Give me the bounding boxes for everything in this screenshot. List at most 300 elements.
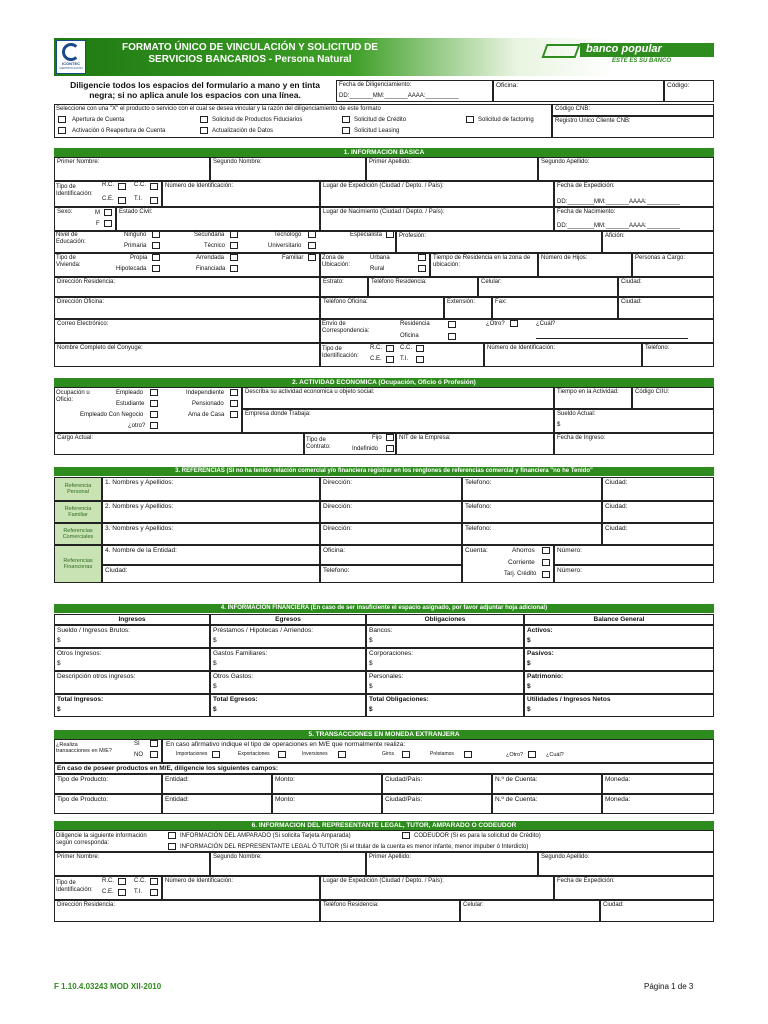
estrato-label: Estrato:	[323, 279, 344, 285]
inversiones-checkbox[interactable]	[338, 751, 346, 758]
fecha-ingreso-field[interactable]	[554, 433, 714, 455]
fin-r0c0-peso: $	[57, 637, 61, 645]
segundo-apellido-field[interactable]	[538, 157, 714, 181]
activacion-checkbox[interactable]	[58, 127, 66, 134]
fin-r0c1[interactable]	[210, 625, 366, 648]
fin-r1c2-label: Corporaciones:	[369, 650, 414, 657]
me1-moneda-label: Moneda:	[605, 776, 631, 783]
rep-ti-checkbox[interactable]	[150, 889, 158, 896]
nit-label: NIT de la Empresa:	[399, 435, 451, 441]
tarj-checkbox[interactable]	[542, 571, 550, 578]
ref4-ciudad-label: Ciudad:	[105, 567, 128, 574]
me2-ciudad-label: Ciudad/País:	[385, 796, 423, 803]
fecha-exp-label: Fecha de Expedición:	[557, 183, 615, 189]
rep-primer-nombre-field[interactable]	[54, 852, 210, 876]
fin-r1c0-label: Otros Ingresos:	[57, 650, 102, 657]
fin-r3c1[interactable]	[210, 694, 366, 717]
tiempo-res-field[interactable]	[430, 253, 538, 277]
primaria-checkbox[interactable]	[152, 242, 160, 249]
codigo-cnb-label: Código CNB:	[555, 106, 591, 112]
rep-cc-label: C.C.	[134, 878, 146, 884]
universitario-checkbox[interactable]	[308, 242, 316, 249]
registro-cnb-field[interactable]	[552, 116, 714, 138]
me1-cuenta-field[interactable]	[492, 774, 602, 794]
cc2-checkbox[interactable]	[416, 345, 424, 352]
me1-moneda-field[interactable]	[602, 774, 714, 794]
ref2-dir-label: Dirección:	[323, 503, 352, 510]
profesion-field[interactable]	[396, 231, 602, 253]
familiar-checkbox[interactable]	[308, 254, 316, 261]
rep-dir-res-field[interactable]	[54, 900, 320, 922]
tel-res-label: Teléfono Residencia:	[371, 279, 427, 285]
nit-field[interactable]	[396, 433, 554, 455]
financiada-checkbox[interactable]	[230, 265, 238, 272]
estudiante-label: Estudiante	[116, 401, 145, 407]
footer-code: F 1.10.4.03243 MOD XII-2010	[54, 982, 162, 991]
segundo-nombre-field[interactable]	[210, 157, 366, 181]
urbana-label: Urbana	[370, 255, 390, 261]
otro-env-label: ¿Otro?	[486, 321, 505, 327]
primer-nombre-field[interactable]	[54, 157, 210, 181]
estudiante-checkbox[interactable]	[150, 400, 158, 407]
fin-header-egresos: Egresos	[210, 614, 366, 625]
ref1-nombre-field[interactable]	[102, 477, 320, 501]
ref3-dir-field[interactable]	[320, 523, 462, 545]
ref1-tel-field[interactable]	[462, 477, 602, 501]
m-checkbox[interactable]	[104, 209, 112, 216]
especialista-label: Especialista	[350, 232, 383, 238]
rep-ciudad-label: Ciudad:	[603, 902, 624, 908]
rep-cc-checkbox[interactable]	[150, 878, 158, 885]
fin-r2c3[interactable]	[524, 671, 714, 694]
ama-casa-checkbox[interactable]	[230, 411, 238, 418]
f-checkbox[interactable]	[104, 220, 112, 227]
afirmativo-label: En caso afirmativo indique el tipo de operaciones en M/E que normalmente realiza:	[166, 741, 406, 748]
fin-r2c2[interactable]	[366, 671, 524, 694]
si-label: SI	[134, 741, 140, 747]
leasing-label: Solicitud Leasing	[354, 128, 400, 134]
fecha-nac-format: DD:________MM:_______AAAA:__________	[557, 222, 681, 229]
representante-checkbox[interactable]	[168, 843, 176, 850]
primaria-label: Primaria	[124, 243, 147, 249]
section-2-title: 2. ACTIVIDAD ECONOMICA (Ocupación, Oficio ó Profesión)	[54, 378, 714, 387]
dir-ofi-label: Dirección Oficina:	[57, 299, 105, 305]
giros-label: Giros	[382, 751, 394, 757]
fin-r3c2[interactable]	[366, 694, 524, 717]
fin-r1c3[interactable]	[524, 648, 714, 671]
section-1-title: 1. INFORMACION BASICA	[54, 148, 714, 157]
tecnico-label: Técnico	[204, 243, 226, 249]
especialista-checkbox[interactable]	[386, 231, 394, 238]
rep-ce-checkbox[interactable]	[118, 889, 126, 896]
leasing-checkbox[interactable]	[342, 127, 350, 134]
empleado-label: Empleado	[116, 390, 144, 396]
ref1-nombre-label: 1. Nombres y Apellidos:	[105, 479, 174, 486]
ref3-dir-label: Dirección:	[323, 525, 352, 532]
fin-r3c1-peso: $	[213, 706, 217, 714]
rep-primer-apellido-field[interactable]	[366, 852, 538, 876]
empresa-label: Empresa donde Trabaja:	[245, 411, 311, 417]
me2-cuenta-label: N.º de Cuenta:	[495, 796, 538, 803]
ref2-dir-field[interactable]	[320, 501, 462, 523]
dir-res-field[interactable]	[54, 277, 320, 297]
estrato-field[interactable]	[320, 277, 368, 297]
extension-field[interactable]	[444, 297, 492, 319]
tiempo-act-label: Tiempo en la Actividad:	[557, 389, 619, 395]
rep-primer-apellido-label: Primer Apellido:	[369, 854, 412, 860]
emp-negocio-checkbox[interactable]	[150, 411, 158, 418]
me2-monto-field[interactable]	[272, 794, 382, 814]
representante-label: INFORMACIÓN DEL REPRESENTANTE LEGAL Ó TUTOR (Si el titular de la cuenta es menor infante, menor impuber ó Interdicto)	[180, 844, 529, 850]
rep-tel-res-field[interactable]	[320, 900, 460, 922]
envio-label: Envío de Correspondencia:	[322, 321, 370, 334]
fin-r1c2[interactable]	[366, 648, 524, 671]
financiada-label: Financiada	[196, 266, 226, 272]
fiduciarios-checkbox[interactable]	[200, 116, 208, 123]
rep-rc-label: R.C.	[102, 878, 114, 884]
indefinido-checkbox[interactable]	[386, 445, 394, 452]
tipo-contrato-label: Tipo de Contrato:	[306, 437, 331, 450]
bank-logo-icon	[541, 44, 580, 58]
ref3-tel-field[interactable]	[462, 523, 602, 545]
ref3-ciudad-label: Ciudad:	[605, 525, 628, 532]
fin-header-balance: Balance General	[524, 614, 714, 625]
cc-checkbox[interactable]	[150, 183, 158, 190]
ce2-checkbox[interactable]	[386, 356, 394, 363]
fin-r0c2-peso: $	[369, 637, 373, 645]
otro-me-checkbox[interactable]	[528, 751, 536, 758]
prestamos-checkbox[interactable]	[464, 751, 472, 758]
cargo-field[interactable]	[54, 433, 304, 455]
rc-checkbox[interactable]	[118, 183, 126, 190]
fin-r1c0[interactable]	[54, 648, 210, 671]
rep-lugar-exp-label: Lugar de Expedición (Ciudad / Depto. / País):	[323, 878, 444, 884]
certification-logo	[56, 40, 86, 74]
rep-segundo-apellido-label: Segundo Apellido:	[541, 854, 590, 860]
rep-ti-label: T.I.	[134, 889, 143, 895]
empleado-checkbox[interactable]	[150, 389, 158, 396]
me2-tipo-field[interactable]	[54, 794, 162, 814]
ref4-numero2-field[interactable]	[554, 565, 714, 583]
nivel-edu-label: Nivel de Educación:	[56, 232, 86, 245]
actualizacion-checkbox[interactable]	[200, 127, 208, 134]
conyuge-field[interactable]	[54, 343, 320, 367]
importaciones-checkbox[interactable]	[212, 751, 220, 758]
tipo-id2-label: Tipo de Identificación:	[322, 346, 359, 359]
tipo-id-label: Tipo de Identificación:	[56, 184, 93, 197]
ama-casa-label: Ama de Casa	[188, 412, 225, 418]
secundaria-checkbox[interactable]	[230, 231, 238, 238]
cual-line	[536, 338, 688, 339]
rural-checkbox[interactable]	[418, 265, 426, 272]
tecnico-checkbox[interactable]	[230, 242, 238, 249]
hipotecada-checkbox[interactable]	[152, 265, 160, 272]
ref-familiar-cell: Referencia Familiar	[54, 501, 102, 523]
fin-r3c2-label: Total Obligaciones:	[369, 696, 429, 703]
rep-num-id-label: Número de Identificación:	[165, 878, 234, 884]
ref3-tel-label: Telefono:	[465, 525, 492, 532]
tiempo-act-field[interactable]	[554, 387, 632, 409]
rep-ciudad-field[interactable]	[600, 900, 714, 922]
ref2-nombre-field[interactable]	[102, 501, 320, 523]
cc-label: C.C.	[134, 182, 146, 188]
num-hijos-label: Número de Hijos:	[541, 255, 588, 261]
primer-apellido-field[interactable]	[366, 157, 538, 181]
extension-label: Extensión:	[447, 299, 476, 305]
corriente-checkbox[interactable]	[542, 559, 550, 566]
ref1-dir-field[interactable]	[320, 477, 462, 501]
personas-cargo-field[interactable]	[632, 253, 714, 277]
apertura-label: Apertura de Cuenta	[72, 117, 125, 123]
me1-entidad-field[interactable]	[162, 774, 272, 794]
codigo-field[interactable]	[664, 80, 714, 102]
me1-monto-field[interactable]	[272, 774, 382, 794]
rep-rc-checkbox[interactable]	[118, 878, 126, 885]
no-label: NO	[134, 752, 143, 758]
giros-checkbox[interactable]	[402, 751, 410, 758]
ti2-label: T.I.	[400, 356, 409, 362]
instructions-box	[54, 80, 336, 102]
rep-num-id-field[interactable]	[162, 876, 320, 900]
otro-ocup-checkbox[interactable]	[150, 422, 158, 429]
ref3-nombre-field[interactable]	[102, 523, 320, 545]
inversiones-label: Inversiones	[302, 751, 328, 757]
rural-label: Rural	[370, 266, 385, 272]
ref-comerciales-cell: Referencias Comerciales	[54, 523, 102, 545]
ciudad-ofi-field[interactable]	[618, 297, 714, 319]
sueldo-field[interactable]	[554, 409, 714, 433]
fin-r2c0[interactable]	[54, 671, 210, 694]
oficina-field[interactable]	[493, 80, 664, 102]
fin-r0c0-label: Sueldo / Ingresos Brutos:	[57, 627, 130, 634]
arrendada-checkbox[interactable]	[230, 254, 238, 261]
otro-env-checkbox[interactable]	[510, 320, 518, 327]
fecha-nac-field[interactable]	[554, 207, 714, 231]
aficion-field[interactable]	[602, 231, 714, 253]
ti-label: T.I.	[134, 196, 143, 202]
f-label: F	[96, 221, 100, 227]
sueldo-peso: $	[557, 421, 561, 428]
ninguno-checkbox[interactable]	[152, 231, 160, 238]
me2-entidad-field[interactable]	[162, 794, 272, 814]
fijo-checkbox[interactable]	[386, 434, 394, 441]
fin-r3c3[interactable]	[524, 694, 714, 717]
propia-checkbox[interactable]	[152, 254, 160, 261]
rc2-checkbox[interactable]	[386, 345, 394, 352]
ref4-numero2-label: Número:	[557, 567, 582, 574]
fin-header-obligaciones: Obligaciones	[366, 614, 524, 625]
bank-slogan: ESTE ES SU BANCO	[612, 58, 672, 64]
describa-field[interactable]	[242, 387, 554, 409]
rc2-label: R.C.	[370, 345, 382, 351]
fax-field[interactable]	[492, 297, 618, 319]
secundaria-label: Secundaria	[194, 232, 225, 238]
fin-header-ingresos: Ingresos	[54, 614, 210, 625]
ref2-tel-field[interactable]	[462, 501, 602, 523]
cual-me-label: ¿Cuál?	[546, 752, 564, 758]
celular-field[interactable]	[478, 277, 618, 297]
lugar-exp-label: Lugar de Expedición (Ciudad / Depto. / País):	[323, 183, 444, 189]
cual-env-label: ¿Cuál?	[536, 321, 556, 327]
ahorros-checkbox[interactable]	[542, 547, 550, 554]
credito-checkbox[interactable]	[342, 116, 350, 123]
fin-r0c2-label: Bancos:	[369, 627, 393, 634]
codigo-label: Código:	[667, 82, 690, 89]
estado-civil-field[interactable]	[116, 207, 320, 231]
fin-r2c1[interactable]	[210, 671, 366, 694]
corriente-label: Corriente	[508, 559, 535, 566]
ce-checkbox[interactable]	[118, 197, 126, 204]
importaciones-label: Importaciones	[176, 751, 208, 757]
tel-ofi-field[interactable]	[320, 297, 444, 319]
fin-r0c3[interactable]	[524, 625, 714, 648]
correo-field[interactable]	[54, 319, 320, 343]
lugar-nac-label: Lugar de Nacimiento (Ciudad / Depto. / País):	[323, 209, 445, 215]
fin-r0c2[interactable]	[366, 625, 524, 648]
fin-r0c0[interactable]	[54, 625, 210, 648]
sueldo-label: Sueldo Actual:	[557, 411, 596, 417]
instructions-line2: negra; si no aplica anule los espacios con una línea.	[89, 89, 301, 100]
independiente-checkbox[interactable]	[230, 389, 238, 396]
codeudor-checkbox[interactable]	[402, 832, 410, 839]
me2-cuenta-field[interactable]	[492, 794, 602, 814]
me2-ciudad-field[interactable]	[382, 794, 492, 814]
urbana-checkbox[interactable]	[418, 254, 426, 261]
ti-checkbox[interactable]	[150, 197, 158, 204]
ciiu-label: Código CIIU:	[635, 389, 670, 395]
codeudor-label: CODEUDOR (Si es para la solicitud de Crédito)	[414, 833, 541, 839]
sexo-label: Sexo:	[57, 209, 73, 215]
fin-r1c1-label: Gastos Familiares:	[213, 650, 268, 657]
no-checkbox[interactable]	[150, 751, 158, 758]
empresa-field[interactable]	[242, 409, 554, 433]
me1-cuenta-label: N.º de Cuenta:	[495, 776, 538, 783]
fecha-diligenciamiento-field[interactable]	[336, 80, 493, 102]
oficina-label: Oficina:	[496, 82, 519, 89]
num-id-field[interactable]	[162, 181, 320, 207]
codigo-cnb-field[interactable]	[552, 104, 714, 116]
ce-label: C.E.	[102, 196, 114, 202]
ref4-oficina-field[interactable]	[320, 545, 462, 565]
oficina-env-checkbox[interactable]	[448, 333, 456, 340]
me2-entidad-label: Entidad:	[165, 796, 189, 803]
ti2-checkbox[interactable]	[416, 356, 424, 363]
tiempo-res-label: Tiempo de Residencia en la zona de ubicación:	[433, 255, 531, 268]
fin-r1c1[interactable]	[210, 648, 366, 671]
tecnologo-checkbox[interactable]	[308, 231, 316, 238]
logo-text: ICONTEC	[62, 61, 80, 66]
rep-tipo-id-label: Tipo de Identificación:	[56, 880, 93, 893]
tel-ofi-label: Teléfono Oficina:	[323, 299, 368, 305]
dir-ofi-field[interactable]	[54, 297, 320, 319]
fin-r3c1-label: Total Egresos:	[213, 696, 258, 703]
si-checkbox[interactable]	[150, 740, 158, 747]
fin-r2c1-label: Otros Gastos:	[213, 673, 254, 680]
num-hijos-field[interactable]	[538, 253, 632, 277]
fin-r2c3-label: Patrimonio:	[527, 673, 564, 680]
ref4-telefono-field[interactable]	[320, 565, 462, 583]
me2-tipo-label: Tipo de Producto:	[57, 796, 109, 803]
arrendada-label: Arrendada	[196, 255, 225, 261]
me1-tipo-label: Tipo de Producto:	[57, 776, 109, 783]
tel-res-field[interactable]	[368, 277, 478, 297]
rep-fecha-exp-field[interactable]	[554, 876, 714, 900]
fin-r0c1-label: Préstamos / Hipotecas / Arriendos:	[213, 627, 314, 634]
diligencie-label: Diligencie la siguiente información según corresponda:	[56, 833, 147, 846]
ciudad-ofi-label: Ciudad:	[621, 299, 642, 305]
fin-r0c3-label: Activos:	[527, 627, 553, 634]
pensionado-checkbox[interactable]	[230, 400, 238, 407]
ref1-dir-label: Dirección:	[323, 479, 352, 486]
tarj-label: Tarj. Crédito	[504, 571, 537, 577]
rep-primer-nombre-label: Primer Nombre:	[57, 854, 100, 860]
footer-page: Página 1 de 3	[644, 982, 694, 991]
fin-r2c2-label: Personales:	[369, 673, 404, 680]
rep-segundo-apellido-field[interactable]	[538, 852, 714, 876]
fin-r3c0[interactable]	[54, 694, 210, 717]
me2-moneda-field[interactable]	[602, 794, 714, 814]
ref3-nombre-label: 3. Nombres y Apellidos:	[105, 525, 174, 532]
correo-label: Correo Electrónico:	[57, 321, 109, 327]
lugar-exp-field[interactable]	[320, 181, 554, 207]
num-id2-field[interactable]	[484, 343, 642, 367]
form-title-1: FORMATO ÚNICO DE VINCULACIÓN Y SOLICITUD DE	[122, 42, 378, 53]
otro-ocup-label: ¿otro?	[128, 423, 146, 429]
section-6-title: 6. INFORMACION DEL REPRESENTANTE LEGAL, TUTOR, AMPARADO O CODEUDOR	[54, 821, 714, 830]
ref1-ciudad-field[interactable]	[602, 477, 714, 501]
fin-r1c3-peso: $	[527, 660, 531, 668]
propia-label: Propia	[130, 255, 148, 261]
describa-label: Describa su actividad economica u objeto social:	[245, 389, 375, 395]
product-select-title: Seleccione con una "X" el producto o servicio con el cual se desea vincular y la razón del diligenciamiento de este formato	[56, 106, 381, 112]
fin-r3c0-label: Total Ingresos:	[57, 696, 104, 703]
exportaciones-checkbox[interactable]	[278, 751, 286, 758]
ref4-ciudad-field[interactable]	[102, 565, 320, 583]
ref4-entidad-field[interactable]	[102, 545, 320, 565]
rep-segundo-nombre-field[interactable]	[210, 852, 366, 876]
ref-financieras-cell: Referencias Financieras	[54, 545, 102, 583]
apertura-checkbox[interactable]	[58, 116, 66, 123]
residencia-label: Residencia	[400, 321, 430, 327]
me1-entidad-label: Entidad:	[165, 776, 189, 783]
ref4-numero1-field[interactable]	[554, 545, 714, 565]
fin-r2c0-label: Descripción otros ingresos:	[57, 673, 136, 680]
amparado-checkbox[interactable]	[168, 832, 176, 839]
ref4-telefono-label: Telefono:	[323, 567, 350, 574]
telefono-conyuge-field[interactable]	[642, 343, 714, 367]
ciiu-field[interactable]	[632, 387, 714, 409]
section-4-title: 4. INFORMACIÓN FINANCIERA (En caso de ser insuficiente el espacio asignado, por favor adjuntar hoja adicional)	[54, 604, 714, 613]
rep-lugar-exp-field[interactable]	[320, 876, 554, 900]
emp-negocio-label: Empleado Con Negocio	[80, 412, 144, 418]
lugar-nac-field[interactable]	[320, 207, 554, 231]
primer-nombre-label: Primer Nombre:	[57, 159, 100, 165]
celular-label: Celular:	[481, 279, 502, 285]
rep-ce-label: C.E.	[102, 889, 114, 895]
rep-celular-field[interactable]	[460, 900, 600, 922]
fin-r2c3-peso: $	[527, 683, 531, 691]
me1-tipo-field[interactable]	[54, 774, 162, 794]
fecha-exp-field[interactable]	[554, 181, 714, 207]
residencia-checkbox[interactable]	[448, 321, 456, 328]
ref3-ciudad-field[interactable]	[602, 523, 714, 545]
ref2-ciudad-field[interactable]	[602, 501, 714, 523]
me1-ciudad-field[interactable]	[382, 774, 492, 794]
fin-r1c0-peso: $	[57, 660, 61, 668]
ciudad-res-field[interactable]	[618, 277, 714, 297]
ninguno-label: Ninguno	[124, 232, 147, 238]
factoring-checkbox[interactable]	[466, 116, 474, 123]
